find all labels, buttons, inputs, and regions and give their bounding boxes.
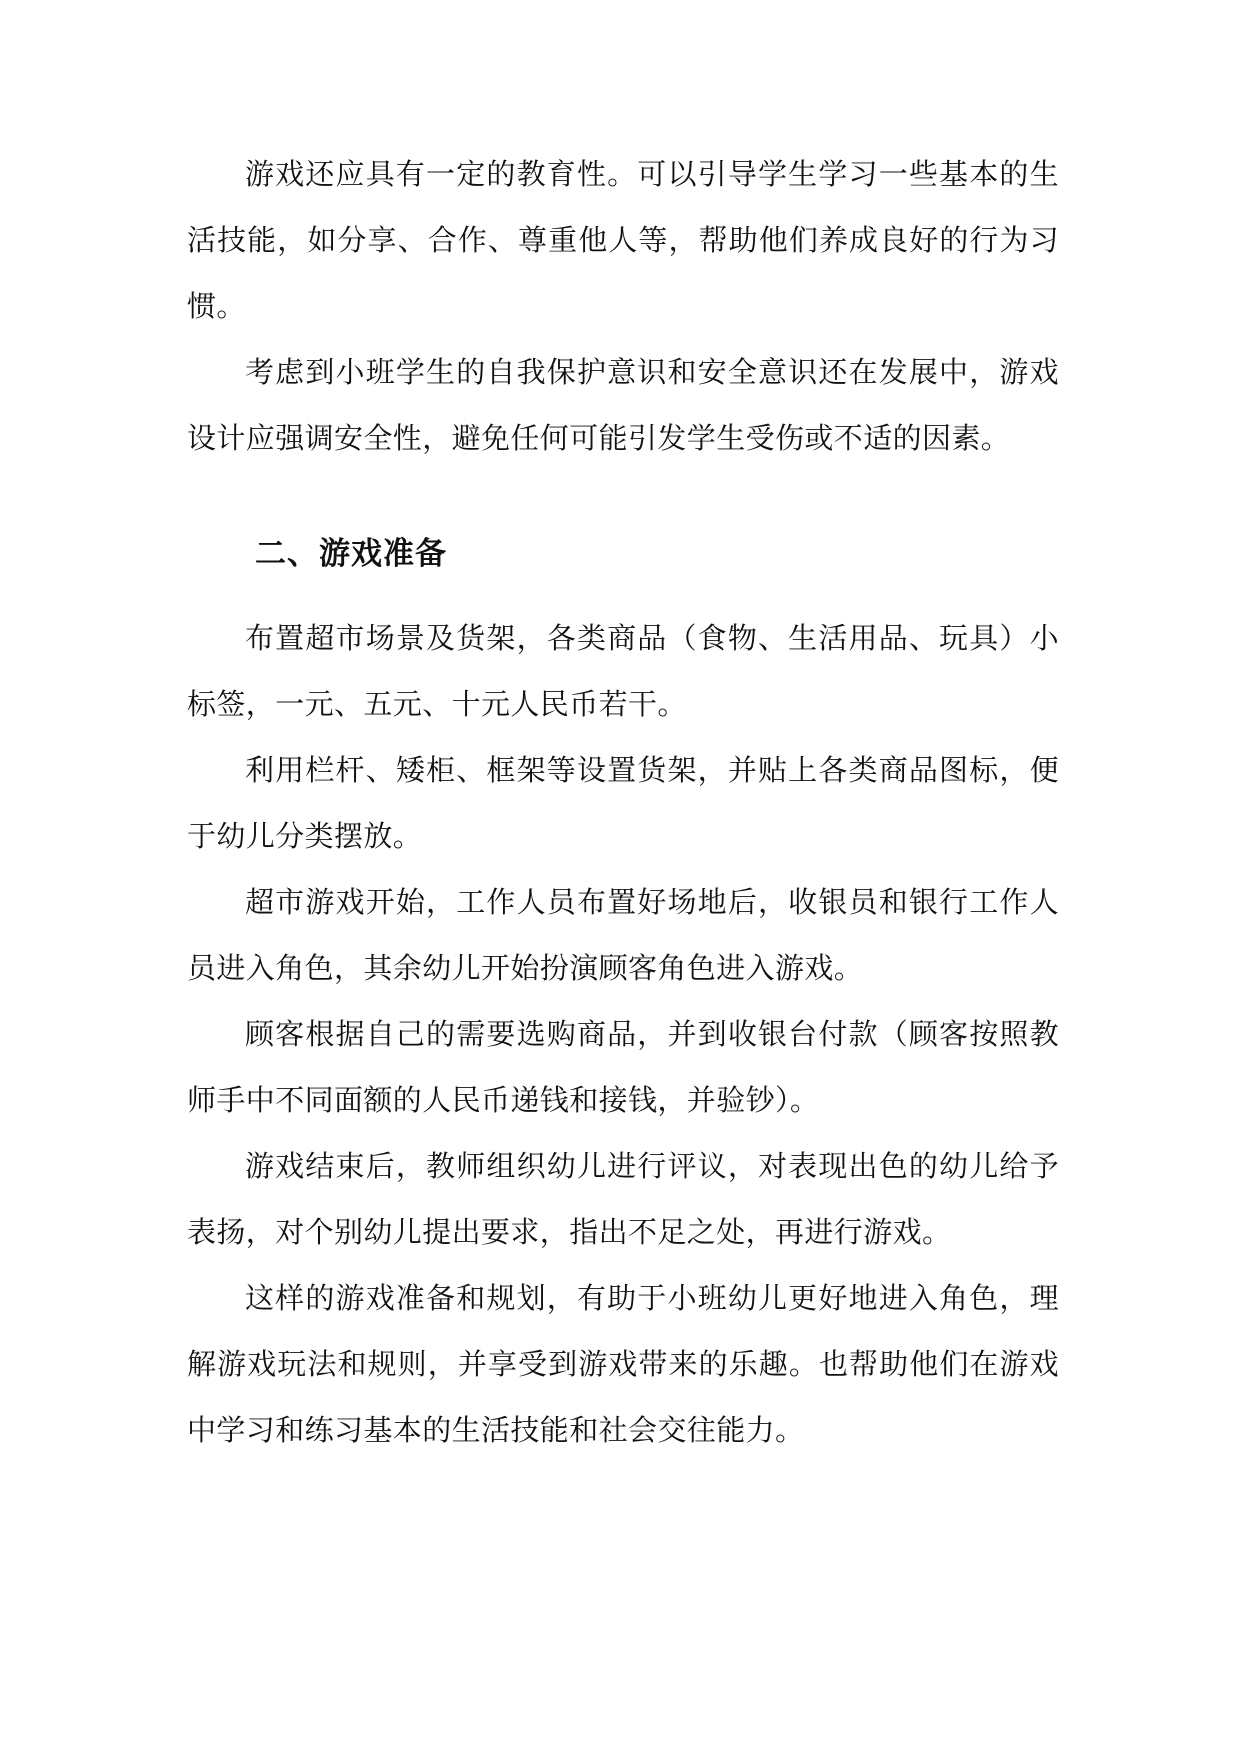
- paragraph: 顾客根据自己的需要选购商品，并到收银台付款（顾客按照教师手中不同面额的人民币递钱和接钱，并验钞）。: [187, 1017, 1059, 1117]
- paragraph: 利用栏杆、矮柜、框架等设置货架，并贴上各类商品图标，便于幼儿分类摆放。: [187, 753, 1059, 853]
- paragraph: 布置超市场景及货架，各类商品（食物、生活用品、玩具）小标签，一元、五元、十元人民币若干。: [187, 621, 1059, 721]
- paragraph: 这样的游戏准备和规划，有助于小班幼儿更好地进入角色，理解游戏玩法和规则，并享受到游戏带来的乐趣。也帮助他们在游戏中学习和练习基本的生活技能和社会交往能力。: [187, 1281, 1059, 1447]
- document-body: [187, 141, 1059, 1463]
- paragraph: 游戏还应具有一定的教育性。可以引导学生学习一些基本的生活技能，如分享、合作、尊重他人等，帮助他们养成良好的行为习惯。: [187, 157, 1059, 323]
- paragraph: 考虑到小班学生的自我保护意识和安全意识还在发展中，游戏设计应强调安全性，避免任何可能引发学生受伤或不适的因素。: [187, 355, 1059, 455]
- paragraph: 游戏结束后，教师组织幼儿进行评议，对表现出色的幼儿给予表扬，对个别幼儿提出要求，指出不足之处，再进行游戏。: [187, 1149, 1059, 1249]
- section-heading: 二、游戏准备: [255, 536, 447, 572]
- paragraph: 超市游戏开始，工作人员布置好场地后，收银员和银行工作人员进入角色，其余幼儿开始扮演顾客角色进入游戏。: [187, 885, 1059, 985]
